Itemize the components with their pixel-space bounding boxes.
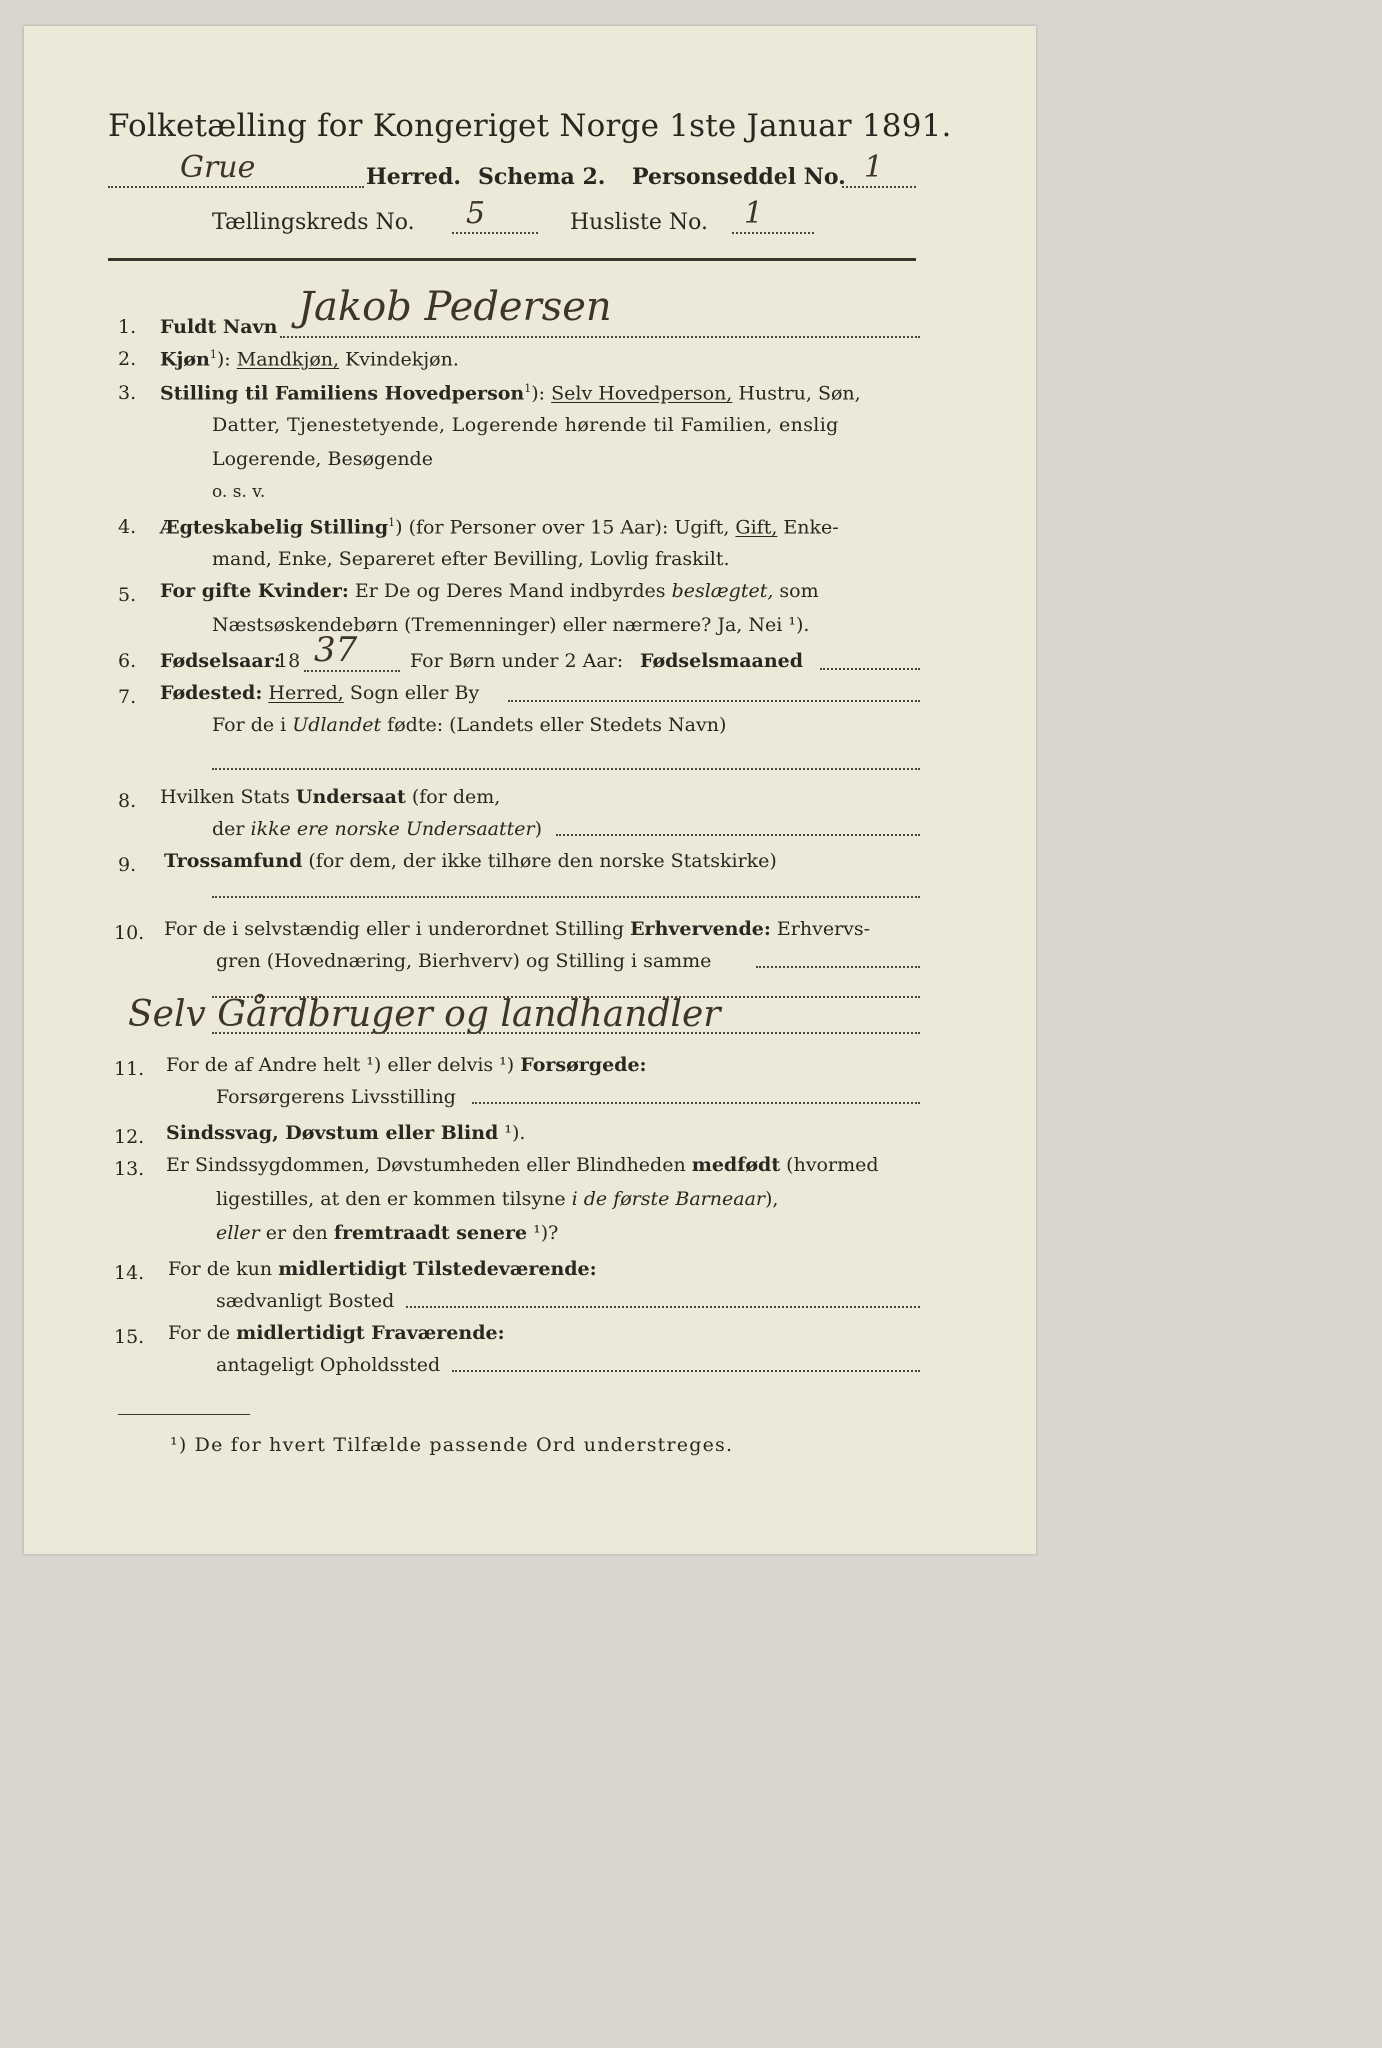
item-9-label: Trossamfund	[164, 850, 303, 872]
item-7-label: Fødested:	[160, 682, 263, 704]
item-8-label-b: Undersaat	[295, 786, 406, 808]
item-13-line2	[216, 1188, 778, 1210]
item-2-selected-option: Mandkjøn,	[236, 348, 340, 371]
footnote: ¹) De for hvert Tilfælde passende Ord understreges.	[170, 1434, 734, 1456]
item-14-line2: sædvanligt Bosted	[216, 1290, 395, 1312]
item-13-line1	[166, 1154, 879, 1176]
herred-label: Herred.	[366, 164, 462, 190]
item-8-label-a: Hvilken Stats	[160, 786, 296, 808]
personseddel-handwritten-value: 1	[864, 150, 884, 185]
item-13-line3-a: er den	[259, 1222, 334, 1244]
item-3-line1	[160, 382, 861, 404]
item-8-rest: (for dem,	[405, 786, 501, 808]
item-10-label: Erhvervende:	[630, 918, 771, 940]
item-4-line1	[160, 516, 839, 538]
item-7-line2-a: For de i	[212, 714, 293, 736]
item-8-line2	[212, 818, 542, 840]
item-3-line3: Logerende, Besøgende	[212, 448, 433, 470]
item-11-line1	[166, 1054, 647, 1076]
full-name-handwritten-value: Jakob Pedersen	[298, 284, 612, 330]
item-2-rest: ):	[216, 348, 231, 371]
item-4-selected-option: Gift,	[735, 516, 778, 539]
item-11-rest: For de af Andre helt ¹) eller delvis ¹)	[166, 1054, 521, 1076]
item-4-number: 4.	[118, 516, 137, 538]
item-10-third-dotted-line	[212, 1032, 920, 1034]
item-11-line2: Forsørgerens Livsstilling	[216, 1086, 456, 1108]
personseddel-label: Personseddel No.	[632, 164, 846, 190]
item-7-line1	[160, 682, 479, 704]
item-2-number: 2.	[118, 348, 137, 370]
item-7-selected-option: Herred,	[268, 682, 344, 704]
husliste-handwritten-value: 1	[744, 196, 764, 231]
item-6-number: 6.	[118, 650, 137, 672]
item-7-rest: Sogn eller By	[343, 682, 480, 704]
item-10-rest: For de i selvstændig eller i underordnet Stilling	[164, 918, 631, 940]
item-1-dotted-line	[280, 336, 920, 338]
item-1-label: Fuldt Navn	[160, 316, 278, 338]
item-12-number: 12.	[114, 1126, 145, 1148]
herred-handwritten-value: Grue	[180, 150, 256, 185]
item-13-line3-bold: fremtraadt senere	[333, 1222, 528, 1244]
item-3-line1-tail: Hustru, Søn,	[732, 382, 861, 405]
form-title: Folketælling for Kongeriget Norge 1ste Januar 1891.	[108, 108, 952, 144]
item-3-number: 3.	[118, 382, 137, 404]
item-7-line2-italic: Udlandet	[292, 714, 382, 736]
item-3-line4: o. s. v.	[212, 482, 266, 502]
item-14-label: midlertidigt Tilstedeværende:	[278, 1258, 597, 1280]
tellingskreds-label: Tællingskreds No.	[212, 210, 415, 235]
tellingskreds-handwritten-value: 5	[466, 196, 486, 231]
item-8-line2-a: der	[212, 818, 251, 840]
herred-dotted-line	[108, 186, 364, 188]
item-3-sup: 1	[524, 382, 532, 395]
item-3-rest: ):	[531, 382, 546, 405]
item-9-dotted-line	[212, 896, 920, 898]
item-7-number: 7.	[118, 686, 137, 708]
item-12-label: Sindssvag, Døvstum eller Blind	[166, 1122, 499, 1144]
item-9-line1	[164, 850, 777, 872]
husliste-dotted-line	[732, 232, 814, 234]
item-12-tail: ¹).	[498, 1122, 526, 1144]
item-15-label: midlertidigt Fraværende:	[236, 1322, 505, 1344]
item-11-number: 11.	[114, 1058, 145, 1080]
item-14-number: 14.	[114, 1262, 145, 1284]
item-9-rest: (for dem, der ikke tilhøre den norske Statskirke)	[302, 850, 777, 872]
item-11-label: Forsørgede:	[520, 1054, 647, 1076]
occupation-handwritten-value: Selv Gårdbruger og landhandler	[128, 994, 721, 1035]
item-13-label: medfødt	[691, 1154, 781, 1176]
item-10-dotted-line	[756, 966, 920, 968]
item-7-line2	[212, 714, 726, 736]
item-2-label: Kjøn	[160, 348, 210, 371]
item-7-line2-b: fødte: (Landets eller Stedets Navn)	[381, 714, 727, 736]
item-13-line3-c: ¹)?	[527, 1222, 559, 1244]
item-10-line2: gren (Hovednæring, Bierhverv) og Stilling i samme	[216, 950, 712, 972]
tellingskreds-dotted-line	[452, 232, 538, 234]
item-13-rest: Er Sindssygdommen, Døvstumheden eller Blindheden	[166, 1154, 692, 1176]
item-10-number: 10.	[114, 922, 145, 944]
item-4-label: Ægteskabelig Stilling	[160, 516, 389, 539]
item-8-line1	[160, 786, 500, 808]
item-6-birthmonth-label: Fødselsmaaned	[640, 650, 804, 672]
item-10-line1	[164, 918, 870, 940]
item-6-prefix: 18	[276, 650, 301, 672]
item-10-tail: Erhvervs-	[770, 918, 871, 940]
item-13-line2-italic: i de første Barneaar	[571, 1188, 765, 1210]
item-14-line1	[168, 1258, 597, 1280]
item-15-rest: For de	[168, 1322, 237, 1344]
header-rule	[108, 258, 916, 261]
item-4-tail: Enke-	[777, 516, 839, 539]
item-13-line2-b: ),	[765, 1188, 779, 1210]
item-5-rest: Er De og Deres Mand indbyrdes	[348, 580, 672, 602]
item-5-label: For gifte Kvinder:	[160, 580, 349, 602]
personseddel-dotted-line	[842, 186, 916, 188]
item-2-sup: 1	[209, 348, 217, 361]
birthmonth-dotted-line	[820, 668, 920, 670]
item-5-number: 5.	[118, 584, 137, 606]
item-2-other-option: Kvindekjøn.	[339, 348, 459, 371]
item-5-tail: som	[773, 580, 819, 602]
item-7-second-dotted-line	[212, 768, 920, 770]
item-3-label: Stilling til Familiens Hovedperson	[160, 382, 525, 405]
item-15-line1	[168, 1322, 505, 1344]
item-5-italic: beslægtet,	[671, 580, 774, 602]
item-5-line1	[160, 580, 819, 602]
item-6-label: Fødselsaar:	[160, 650, 281, 672]
item-5-line2: Næstsøskendebørn (Tremenninger) eller nærmere? Ja, Nei ¹).	[212, 614, 810, 636]
item-14-dotted-line	[406, 1306, 920, 1308]
item-11-dotted-line	[472, 1102, 920, 1104]
item-3-line2: Datter, Tjenestetyende, Logerende hørende til Familien, enslig	[212, 414, 839, 436]
item-15-line2: antageligt Opholdssted	[216, 1354, 441, 1376]
item-9-number: 9.	[118, 854, 137, 876]
item-8-line2-b: )	[534, 818, 542, 840]
item-7-dotted-line	[508, 700, 920, 702]
birthyear-handwritten-value: 37	[314, 630, 358, 670]
item-14-rest: For de kun	[168, 1258, 279, 1280]
item-4-line2: mand, Enke, Separeret efter Bevilling, Lovlig fraskilt.	[212, 548, 730, 570]
item-15-dotted-line	[452, 1370, 920, 1372]
item-13-number: 13.	[114, 1158, 145, 1180]
item-13-line3-italic: eller	[216, 1222, 260, 1244]
item-6-rest: For Børn under 2 Aar:	[410, 650, 624, 672]
item-3-selected-option: Selv Hovedperson,	[551, 382, 733, 405]
footnote-rule	[118, 1414, 250, 1415]
item-2-text	[160, 348, 459, 370]
item-15-number: 15.	[114, 1326, 145, 1348]
item-1-number: 1.	[118, 316, 137, 338]
item-4-rest: ) (for Personer over 15 Aar): Ugift,	[395, 516, 730, 539]
item-13-line3	[216, 1222, 558, 1244]
item-13-tail: (hvormed	[780, 1154, 879, 1176]
item-8-line2-italic: ikke ere norske Undersaatter	[250, 818, 535, 840]
husliste-label: Husliste No.	[570, 210, 708, 235]
item-12-line1	[166, 1122, 525, 1144]
item-8-dotted-line	[556, 834, 920, 836]
schema-label: Schema 2.	[478, 164, 606, 190]
item-4-sup: 1	[388, 516, 396, 529]
item-13-line2-a: ligestilles, at den er kommen tilsyne	[216, 1188, 572, 1210]
birthyear-dotted-line	[304, 670, 400, 672]
item-8-number: 8.	[118, 790, 137, 812]
